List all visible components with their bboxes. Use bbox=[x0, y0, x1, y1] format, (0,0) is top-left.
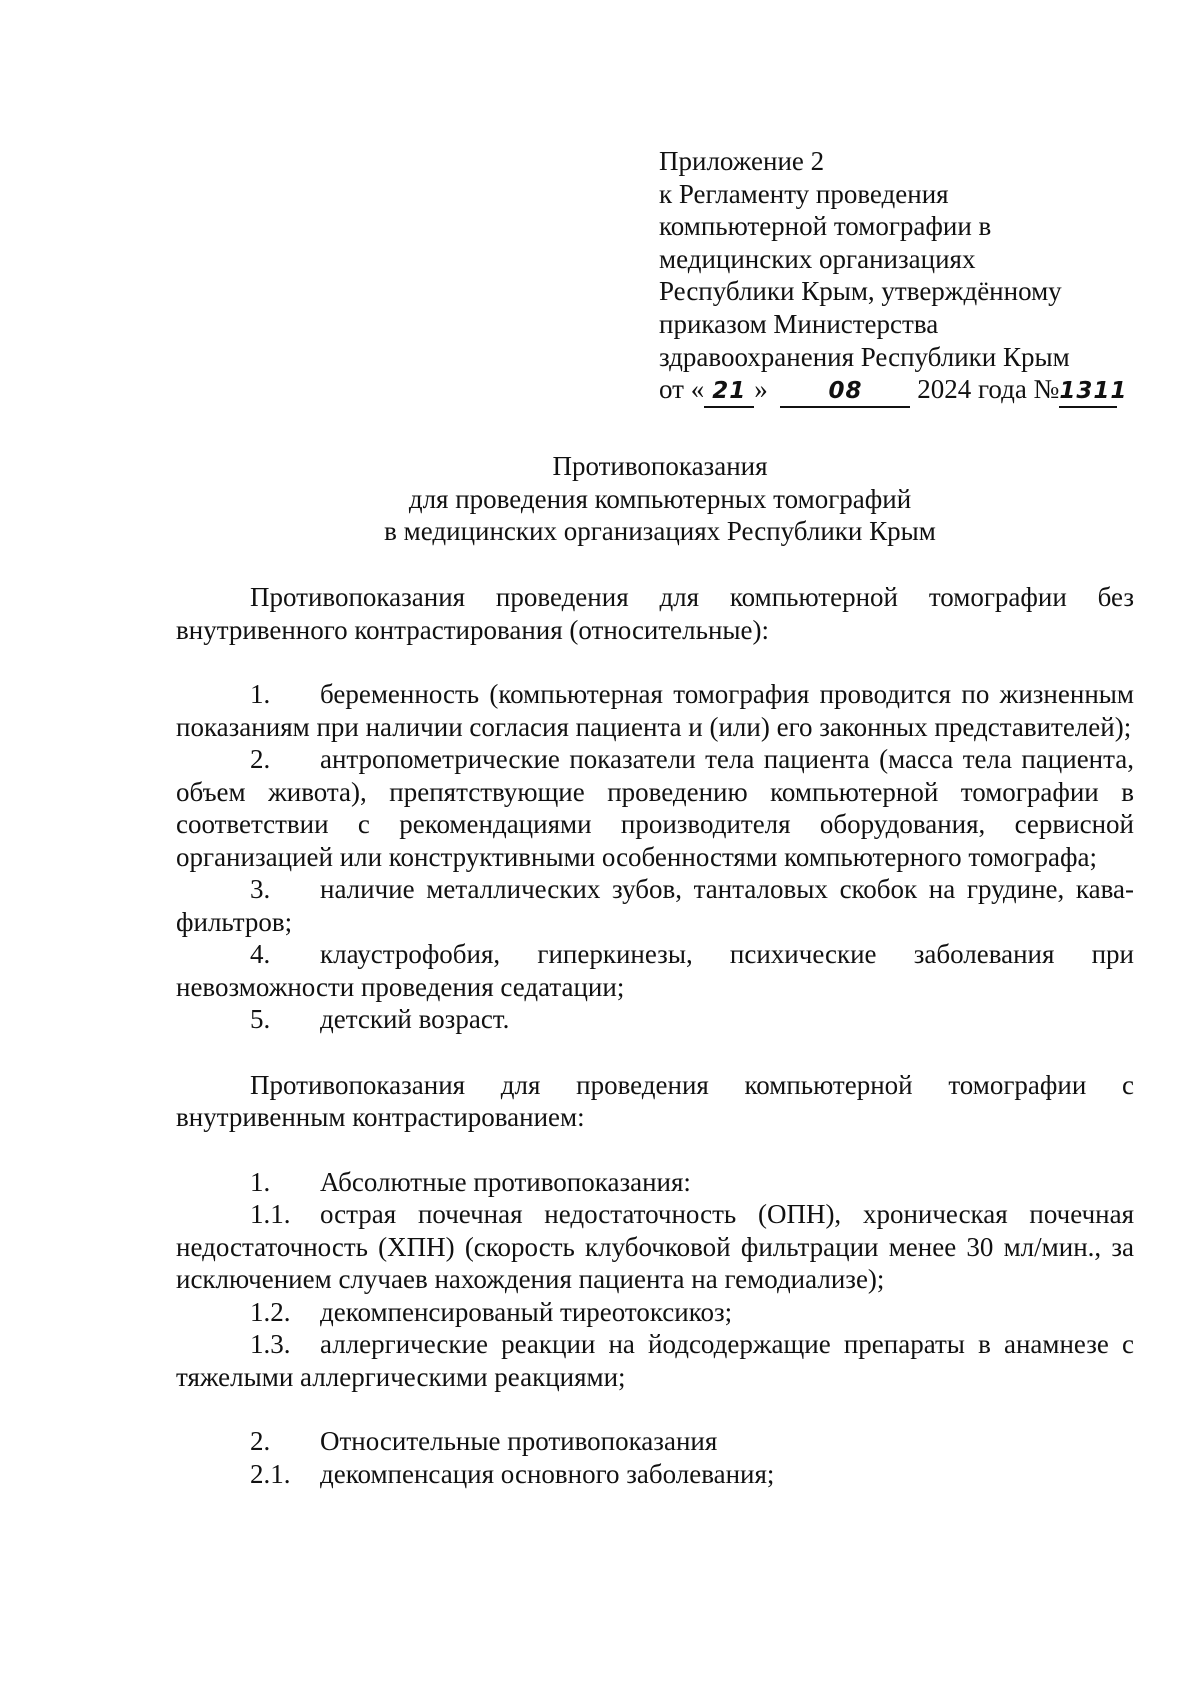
item-text: декомпенсированый тиреотоксикоз; bbox=[320, 1296, 733, 1327]
item-number: 3. bbox=[250, 874, 271, 904]
order-month-handwritten: 08 bbox=[780, 376, 910, 408]
title-line: для проведения компьютерных томографий bbox=[408, 483, 912, 514]
item-number: 1.2. bbox=[250, 1296, 291, 1327]
item-number: 4. bbox=[250, 939, 271, 969]
item-text: детский возраст. bbox=[320, 1004, 510, 1034]
item-text: Относительные противопоказания bbox=[320, 1426, 718, 1456]
appendix-line: компьютерной томографии в bbox=[659, 211, 992, 242]
list-item bbox=[176, 1198, 1134, 1296]
appendix-header bbox=[659, 145, 1129, 408]
item-text: клаустрофобия, гиперкинезы, психические заболевания при невозможности проведения седатации; bbox=[176, 939, 1134, 1002]
item-number: 2. bbox=[250, 1426, 271, 1456]
item-text: острая почечная недостаточность (ОПН), хроническая почечная недостаточность (ХПН) (скорость клубочковой фильтрации менее 30 мл/мин., за исключением случаев нахождения пациента на гемодиализе); bbox=[176, 1199, 1134, 1294]
appendix-line: к Регламенту проведения bbox=[659, 178, 949, 209]
list-item bbox=[176, 873, 1134, 938]
appendix-line: Приложение 2 bbox=[659, 146, 825, 176]
item-text: антропометрические показатели тела пациента (масса тела пациента, объем живота), препятствующие проведению компьютерной томографии в соответствии с рекомендациями производителя оборудования, сервисной организацией или конструктивными особенностями компьютерного томографа; bbox=[176, 744, 1134, 872]
appendix-line: приказом Министерства bbox=[659, 308, 939, 339]
order-date-line bbox=[659, 373, 1129, 408]
list-item bbox=[176, 938, 1134, 1003]
item-text: наличие металлических зубов, танталовых скобок на грудине, кава-фильтров; bbox=[176, 874, 1134, 937]
item-number: 1. bbox=[250, 679, 271, 709]
list-item bbox=[176, 1328, 1134, 1393]
section-intro: Противопоказания для проведения компьютерной томографии с внутривенным контрастированием: bbox=[176, 1069, 1134, 1132]
list-item bbox=[176, 1296, 1134, 1329]
item-text: Абсолютные противопоказания: bbox=[320, 1166, 691, 1197]
appendix-line: медицинских организациях bbox=[659, 243, 976, 274]
title-line: Противопоказания bbox=[552, 451, 768, 481]
title-line: в медицинских организациях Республики Крым bbox=[384, 516, 936, 546]
item-text: беременность (компьютерная томография проводится по жизненным показаниям при наличии согласия пациента и (или) его законных представителей); bbox=[176, 679, 1134, 742]
item-text: аллергические реакции на йодсодержащие препараты в анамнезе с тяжелыми аллергическими реакциями; bbox=[176, 1329, 1134, 1392]
order-year-text: 2024 года № bbox=[917, 374, 1060, 405]
item-number: 5. bbox=[250, 1004, 271, 1034]
section-intro: Противопоказания проведения для компьютерной томографии без внутривенного контрастирования (относительные): bbox=[176, 582, 1134, 645]
appendix-line: здравоохранения Республики Крым bbox=[659, 341, 1070, 372]
order-day-handwritten: 21 bbox=[704, 376, 754, 408]
list-item bbox=[176, 1003, 1134, 1036]
item-number: 2.1. bbox=[250, 1458, 291, 1489]
item-number: 1.1. bbox=[250, 1199, 291, 1229]
list-item bbox=[176, 1458, 1134, 1491]
document-title bbox=[160, 450, 1160, 548]
item-number: 1. bbox=[250, 1166, 271, 1197]
item-number: 2. bbox=[250, 744, 271, 774]
list-heading bbox=[176, 1425, 1134, 1458]
item-number: 1.3. bbox=[250, 1329, 291, 1359]
list-item bbox=[176, 678, 1134, 743]
item-text: декомпенсация основного заболевания; bbox=[320, 1458, 775, 1489]
date-prefix: от « bbox=[659, 374, 705, 405]
appendix-line: Республики Крым, утверждённому bbox=[659, 276, 1062, 307]
list-item bbox=[176, 743, 1134, 873]
date-quote-close: » bbox=[754, 374, 768, 405]
order-number-handwritten: 1311 bbox=[1059, 376, 1117, 408]
section-without-contrast bbox=[176, 581, 1134, 1490]
list-heading bbox=[176, 1166, 1134, 1199]
